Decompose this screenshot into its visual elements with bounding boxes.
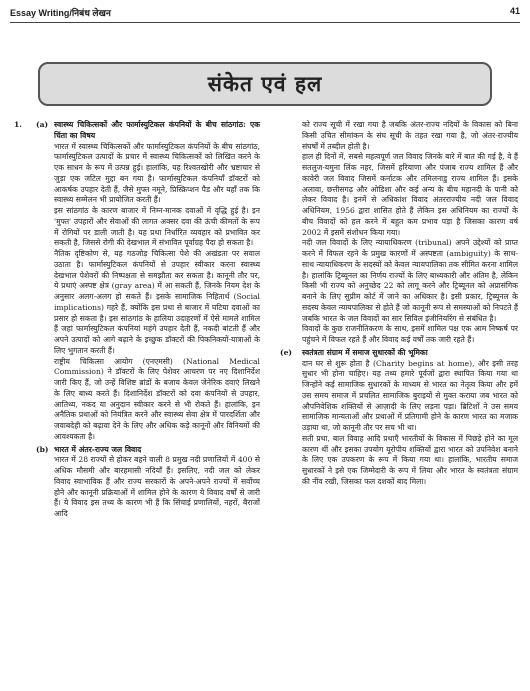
subsection-label-a: (a) <box>36 120 49 129</box>
paragraph: इस सांठगांठ के कारण बाजार में निम्न-मानक दवाओं में वृद्धि हुई है। इन 'मुफ्त' उपहारों और सेवाओं की लागत अक्सर दवा की ऊंची कीमतों के रूप में रोगियों पर डाली जाती है। यह प्रथा निर्धारित व्यवहार को प्रभावित कर सकती है, जिससे रोगी की देखभाल में संभावित पूर्वाग्रह पैदा हो सकता है। <box>54 206 260 248</box>
paragraph: भारत में स्वास्थ्य चिकित्सकों और फार्मास्युटिकल कंपनियों के बीच सांठगांठ, फार्मास्युटिकल उत्पादों के प्रचार में स्वास्थ्य चिकित्सकों को लिखित करने के एक साधन के रूप में उत्पन्न हुई। हालांकि, यह रिश्वतखोरी और भ्रष्टाचार से जुड़ा एक जटिल मुद्दा बन गया है। फार्मास्युटिकल कंपनियाँ डॉक्टरों को आकर्षक उपहार देती हैं, जैसे मुफ्त नमूने, प्रिस्क्रिप्शन पैड और यहाँ तक कि स्वास्थ्य सम्मेलन भी प्रायोजित करती हैं। <box>54 141 260 205</box>
section-banner <box>38 62 492 106</box>
right-column <box>280 120 518 488</box>
subsection-label-e: (e) <box>280 347 293 357</box>
subsection-heading-b: भारत में अंतर-राज्य जल विवाद <box>54 444 142 454</box>
header-title: Essay Writing/निबंध लेखन <box>10 8 111 18</box>
paragraph: सती प्रथा, बाल विवाह आदि प्रथाएँ भारतीयों के विकास में पिछड़े होने का मूल कारण थीं और इसका उपयोग यूरोपीय शक्तियों द्वारा भारत को उपनिवेश बनाने के लिए एक उपकरण के रूप में किया गया था। हालांकि, भारतीय समाज सुधारकों ने इसे एक जिम्मेदारी के रूप में लिया और भारत के स्वतंत्रता संग्राम की नींव रखी, जिसका फल दशकों बाद मिला। <box>302 433 518 486</box>
paragraph: नैतिक दृष्टिकोण से, यह गठजोड़ चिकित्सा पेशे की अखंडता पर सवाल उठाता है। फार्मास्युटिकल कंपनियों से उपहार स्वीकार करना स्वास्थ्य देखभाल पेशेवरों की निष्पक्षता से समझौता कर सकता है। कानूनी तौर पर, ये प्रथाएं अस्पष्ट क्षेत्र (gray area) में आ सकती हैं, जिनके नियम देश के अनुसार अलग-अलग हो सकते हैं। इसके सामाजिक निहितार्थ (Social implications) गहरे हैं, क्योंकि इस प्रथा से बाजार में घटिया दवाओं का प्रसार हो सकता है। इस सांठगांठ के हालिया उदाहरणों में ऐसे मामले शामिल हैं जहां फार्मास्युटिकल कंपनियां महंगे उपहार देती हैं, नकदी बांटती हैं और अपने उत्पादों को आगे बढ़ाने के इच्छुक डॉक्टरों की पिकनिकयों-यात्राओं के लिए भुगतान करती हैं। <box>54 249 260 355</box>
left-column <box>14 120 260 520</box>
page-number: 41 <box>509 6 520 16</box>
subsection-heading-a: स्वास्थ्य चिकित्सकों और फार्मास्युटिकल कंपनियों के बीच सांठगांठ: एक चिंता का विषय <box>54 120 260 140</box>
subsection-heading-e: स्वतंत्रता संग्राम में समाज सुधारकों की भूमिका <box>302 347 428 357</box>
banner-title: संकेत एवं हल <box>207 71 323 96</box>
item-number: 1. <box>14 120 22 129</box>
header-rule <box>10 22 520 23</box>
subsection-label-b: (b) <box>36 444 49 454</box>
paragraph: हाल ही दिनों में, सबसे महत्वपूर्ण जल विवाद जिनके बारे में बात की गई है, वे हैं सतलुज-यमुना लिंक नहर, जिसमें हरियाणा और पंजाब राज्य शामिल हैं और कावेरी जल विवाद जिसमें कर्नाटक और तमिलनाडु राज्य शामिल हैं। इसके अलावा, छत्तीसगढ़ और ओडिशा और कई अन्य के बीच महानदी के पानी को लेकर विवाद है। इनमें से अधिकांश विवाद अंतरराज्यीय नदी जल विवाद अधिनियम, 1956 द्वारा शासित होते हैं लेकिन इस अधिनियम का राज्यों के बीच विवादों को हल करने में बहुत कम प्रभाव पड़ा है जिसका कारण वर्ष 2002 में इसमें संशोधन किया गया। <box>302 152 518 237</box>
paragraph: दान घर से शुरू होता है (Charity begins at home), और इसी तरह सुधार भी होना चाहिए। यह तथ्य हमारे पूर्वजों द्वारा स्थापित किया गया था जिन्होंने कई सामाजिक सुधारकों के माध्यम से भारत का नेतृत्व किया और हमें उस समय समाज में प्रचलित सामाजिक बुराइयों से मुक्त कराया जब भारत को औपनिवेशिक शक्तियों से आज़ादी के लिए लड़ना पड़ा। ब्रिटिशों ने उस समय सामाजिक मान्यताओं और प्रथाओं में प्रतिगामी होने के कारण भारत का मजाक उड़ाया था, जो कानूनी तौर पर सच भी था। <box>302 358 518 432</box>
paragraph: को राज्य सूची में रखा गया है जबकि अंतर-राज्य नदियों के विकास को बिना किसी उचित सीमांकन के संघ सूची के तहत रखा गया है, जो अंतर-राज्यीय संघर्षों में तब्दील होती है। <box>302 120 518 151</box>
item-number-spacer <box>14 445 36 456</box>
paragraph: भारत में 28 राज्यों से होकर बहने वाली 8 प्रमुख नदी प्रणालियों में 400 से अधिक मौसमी और बारहमासी नदियाँ हैं। इसलिए, नदी जल को लेकर विवाद स्वाभाविक हैं और राज्य सरकारों के अपने-अपने राज्यों में सर्वोच्च होने और कानूनी प्रक्रियाओं में शामिल होने के कारण ये विवाद वर्षों से जारी हैं। ये विवाद इस तथ्य के कारण भी हैं कि सिंचाई प्रणालियों, नहरों, बैराजों आदि <box>54 455 260 518</box>
paragraph: विवादों के कुछ राजनीतिकरण के साथ, इसमें शामिल पक्ष एक आम निष्कर्ष पर पहुंचने में विफल रहते हैं और विवाद कई वर्षों तक जारी रहते हैं। <box>302 324 518 344</box>
paragraph: राष्ट्रीय चिकित्सा आयोग (एनएमसी) (National Medical Commission) ने डॉक्टरों के लिए पेशेवर आचरण पर नए दिशानिर्देश जारी किए हैं, जो उन्हें विशिष्ट ब्रांडों के बजाय केवल जेनेरिक दवाएं लिखने के लिए बाध्य करते हैं। दिशानिर्देश डॉक्टरों को दवा कंपनियों से उपहार, आतिथ्य, नकद या अनुदान स्वीकार करने से भी रोकते हैं। हालांकि, इन अनैतिक प्रथाओं को नियंत्रित करने और स्वास्थ्य सेवा क्षेत्र में पारदर्शिता और जवाबदेही को बढ़ावा देने के लिए और अधिक कड़े कानूनों और विनियमों की आवश्यकता है। <box>54 356 260 441</box>
page-header <box>10 6 520 20</box>
paragraph: नदी जल विवादों के लिए न्यायाधिकरण (tribunal) अपने उद्देश्यों को प्राप्त करने में विफल रहने के प्रमुख कारणों में अस्पष्टता (ambiguity) के साथ-साथ न्यायाधिकरण के सदस्यों को केवल न्यायपालिका तक सीमित करना शामिल है। हालांकि ट्रिब्यूनल का निर्णय राज्यों के लिए बाध्यकारी और अंतिम है, लेकिन किसी भी राज्य को अनुच्छेद 22 को लागू करने और ट्रिब्यूनल को अप्रासंगिक बनाने के लिए सुप्रीम कोर्ट में जाने का अधिकार है। इसी प्रकार, ट्रिब्यूनल के सदस्य केवल न्यायपालिका से होते हैं जो कानूनी रूप से समस्याओं को निपटते हैं जबकि भारत के जल विवादों का सार सिविल इंजीनियरिंग से संबंधित है। <box>302 238 518 323</box>
